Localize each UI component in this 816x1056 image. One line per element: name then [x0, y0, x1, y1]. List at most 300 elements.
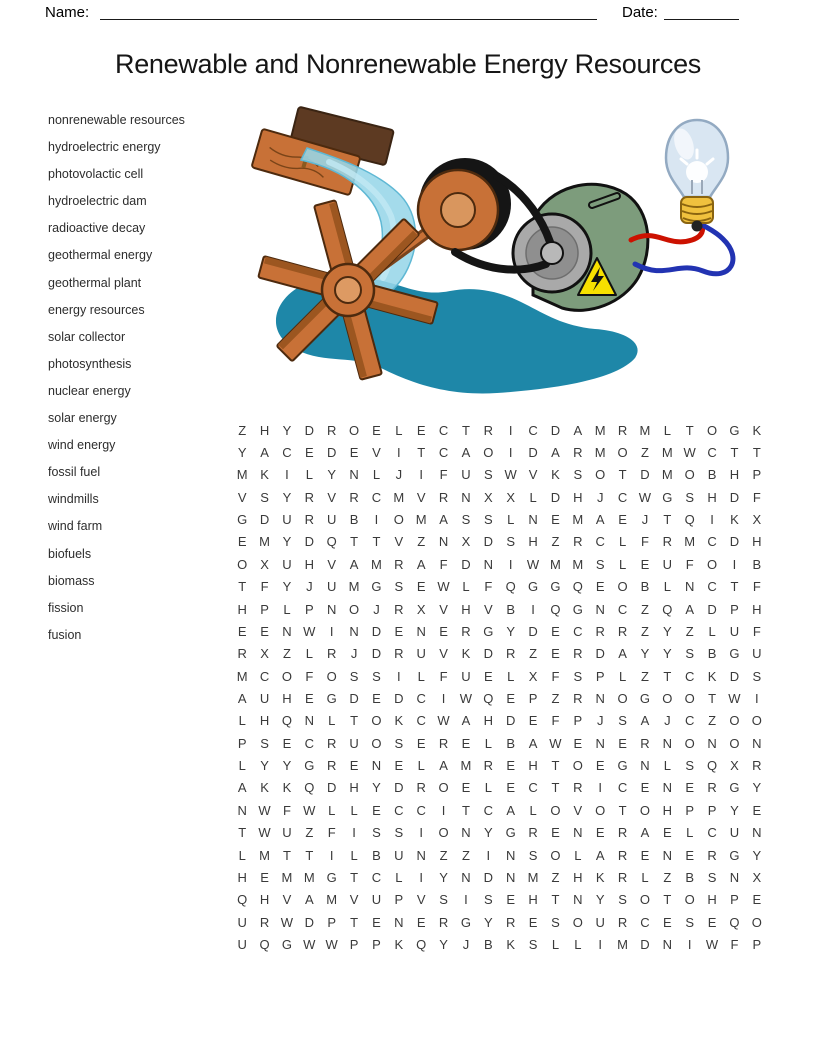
grid-letter[interactable]: W: [728, 690, 741, 706]
grid-letter[interactable]: P: [327, 914, 337, 930]
grid-letter[interactable]: K: [752, 422, 762, 438]
grid-letter[interactable]: R: [237, 646, 247, 662]
grid-letter[interactable]: W: [325, 936, 338, 952]
grid-letter[interactable]: R: [617, 422, 628, 438]
grid-letter[interactable]: U: [729, 825, 740, 841]
grid-letter[interactable]: F: [730, 936, 739, 952]
grid-letter[interactable]: U: [326, 512, 337, 528]
grid-letter[interactable]: N: [707, 735, 717, 751]
grid-letter[interactable]: X: [416, 601, 426, 617]
grid-letter[interactable]: X: [752, 869, 762, 885]
grid-letter[interactable]: T: [461, 802, 470, 818]
date-input-line[interactable]: [664, 2, 739, 20]
grid-letter[interactable]: N: [729, 869, 740, 885]
grid-letter[interactable]: O: [349, 601, 360, 617]
grid-letter[interactable]: U: [259, 690, 270, 706]
grid-letter[interactable]: X: [506, 489, 516, 505]
grid-letter[interactable]: L: [305, 467, 313, 483]
grid-letter[interactable]: H: [259, 892, 270, 908]
grid-letter[interactable]: G: [483, 623, 494, 639]
grid-letter[interactable]: Y: [483, 825, 493, 841]
grid-letter[interactable]: R: [483, 758, 493, 774]
grid-letter[interactable]: N: [640, 758, 650, 774]
grid-letter[interactable]: D: [528, 445, 538, 461]
grid-letter[interactable]: L: [618, 534, 627, 550]
grid-letter[interactable]: S: [483, 467, 493, 483]
grid-letter[interactable]: H: [662, 802, 672, 818]
grid-letter[interactable]: H: [707, 892, 717, 908]
grid-letter[interactable]: T: [618, 467, 627, 483]
grid-letter[interactable]: K: [282, 780, 292, 796]
grid-letter[interactable]: C: [640, 914, 650, 930]
grid-letter[interactable]: R: [349, 489, 359, 505]
grid-letter[interactable]: O: [550, 847, 561, 863]
grid-letter[interactable]: T: [305, 847, 314, 863]
grid-letter[interactable]: M: [236, 668, 248, 684]
grid-letter[interactable]: S: [260, 489, 269, 505]
grid-letter[interactable]: O: [572, 758, 583, 774]
grid-letter[interactable]: C: [684, 668, 695, 684]
grid-letter[interactable]: F: [305, 668, 314, 684]
grid-letter[interactable]: E: [416, 735, 426, 751]
grid-letter[interactable]: Z: [529, 646, 538, 662]
grid-letter[interactable]: D: [326, 780, 337, 796]
grid-letter[interactable]: I: [464, 892, 468, 908]
grid-letter[interactable]: M: [639, 422, 651, 438]
grid-letter[interactable]: K: [551, 467, 560, 483]
grid-letter[interactable]: X: [260, 646, 269, 662]
grid-letter[interactable]: A: [439, 512, 448, 528]
grid-letter[interactable]: R: [438, 914, 449, 930]
grid-letter[interactable]: F: [551, 668, 560, 684]
grid-letter[interactable]: L: [238, 713, 246, 729]
grid-letter[interactable]: D: [394, 690, 404, 706]
grid-letter[interactable]: P: [707, 802, 717, 818]
grid-letter[interactable]: O: [639, 802, 650, 818]
grid-letter[interactable]: O: [281, 668, 292, 684]
grid-letter[interactable]: E: [662, 914, 672, 930]
grid-letter[interactable]: G: [729, 847, 740, 863]
grid-letter[interactable]: G: [505, 825, 516, 841]
grid-letter[interactable]: Y: [640, 646, 650, 662]
grid-letter[interactable]: U: [282, 556, 292, 572]
grid-letter[interactable]: V: [483, 601, 493, 617]
grid-letter[interactable]: Q: [259, 936, 270, 952]
grid-letter[interactable]: R: [438, 735, 449, 751]
grid-letter[interactable]: Q: [326, 534, 337, 550]
grid-letter[interactable]: L: [350, 802, 358, 818]
grid-letter[interactable]: D: [259, 512, 270, 528]
grid-letter[interactable]: R: [573, 690, 583, 706]
grid-letter[interactable]: M: [527, 869, 539, 885]
grid-letter[interactable]: A: [685, 601, 695, 617]
grid-letter[interactable]: H: [461, 601, 471, 617]
grid-letter[interactable]: S: [685, 914, 695, 930]
grid-letter[interactable]: M: [617, 936, 628, 952]
grid-letter[interactable]: H: [483, 713, 493, 729]
grid-letter[interactable]: X: [752, 512, 762, 528]
grid-letter[interactable]: C: [416, 713, 426, 729]
grid-letter[interactable]: N: [438, 534, 449, 550]
grid-letter[interactable]: I: [285, 467, 289, 483]
grid-letter[interactable]: M: [371, 556, 382, 572]
grid-letter[interactable]: Y: [662, 623, 672, 639]
grid-letter[interactable]: P: [349, 936, 359, 952]
grid-letter[interactable]: T: [417, 445, 426, 461]
grid-letter[interactable]: H: [752, 534, 762, 550]
grid-letter[interactable]: Z: [663, 869, 672, 885]
grid-letter[interactable]: R: [617, 914, 628, 930]
grid-letter[interactable]: M: [393, 489, 405, 505]
grid-letter[interactable]: C: [371, 489, 382, 505]
grid-letter[interactable]: A: [237, 780, 247, 796]
grid-letter[interactable]: K: [394, 713, 404, 729]
grid-letter[interactable]: N: [349, 623, 359, 639]
grid-letter[interactable]: Q: [550, 601, 561, 617]
grid-letter[interactable]: B: [752, 556, 762, 572]
grid-letter[interactable]: U: [282, 825, 292, 841]
grid-letter[interactable]: M: [259, 847, 270, 863]
grid-letter[interactable]: O: [438, 780, 449, 796]
grid-letter[interactable]: F: [551, 713, 560, 729]
grid-letter[interactable]: E: [752, 802, 762, 818]
grid-letter[interactable]: J: [395, 467, 403, 483]
grid-letter[interactable]: U: [237, 936, 247, 952]
grid-letter[interactable]: F: [327, 825, 336, 841]
grid-letter[interactable]: N: [662, 735, 672, 751]
grid-letter[interactable]: C: [259, 668, 270, 684]
grid-letter[interactable]: Z: [551, 690, 560, 706]
grid-letter[interactable]: D: [528, 623, 538, 639]
grid-letter[interactable]: H: [237, 601, 247, 617]
grid-letter[interactable]: U: [237, 914, 247, 930]
grid-letter[interactable]: S: [483, 512, 493, 528]
grid-letter[interactable]: K: [595, 869, 605, 885]
grid-letter[interactable]: E: [752, 892, 762, 908]
name-input-line[interactable]: [100, 2, 597, 20]
grid-letter[interactable]: B: [372, 847, 381, 863]
grid-letter[interactable]: R: [573, 445, 583, 461]
grid-letter[interactable]: Z: [640, 623, 649, 639]
grid-letter[interactable]: E: [349, 445, 359, 461]
grid-letter[interactable]: I: [508, 445, 513, 461]
grid-letter[interactable]: V: [394, 534, 404, 550]
grid-letter[interactable]: P: [730, 892, 739, 908]
grid-letter[interactable]: R: [461, 623, 471, 639]
grid-letter[interactable]: D: [326, 445, 337, 461]
grid-letter[interactable]: L: [663, 758, 671, 774]
grid-letter[interactable]: R: [326, 646, 337, 662]
grid-letter[interactable]: T: [372, 534, 381, 550]
grid-letter[interactable]: G: [662, 489, 673, 505]
grid-letter[interactable]: M: [281, 869, 293, 885]
grid-letter[interactable]: N: [483, 556, 493, 572]
grid-letter[interactable]: O: [684, 467, 695, 483]
grid-letter[interactable]: W: [705, 936, 719, 952]
grid-letter[interactable]: S: [372, 668, 381, 684]
grid-letter[interactable]: V: [372, 445, 381, 461]
grid-letter[interactable]: R: [662, 534, 672, 550]
grid-letter[interactable]: C: [707, 579, 717, 595]
grid-letter[interactable]: Y: [282, 758, 292, 774]
grid-letter[interactable]: D: [461, 556, 471, 572]
grid-letter[interactable]: R: [752, 758, 762, 774]
grid-letter[interactable]: E: [595, 579, 605, 595]
grid-letter[interactable]: I: [441, 802, 446, 818]
grid-letter[interactable]: O: [371, 713, 382, 729]
grid-letter[interactable]: L: [372, 467, 381, 483]
grid-letter[interactable]: X: [730, 758, 739, 774]
grid-letter[interactable]: D: [550, 489, 561, 505]
grid-letter[interactable]: I: [598, 780, 602, 796]
grid-letter[interactable]: A: [260, 445, 269, 461]
grid-letter[interactable]: R: [394, 601, 404, 617]
grid-letter[interactable]: M: [594, 422, 606, 438]
grid-letter[interactable]: X: [260, 556, 269, 572]
grid-letter[interactable]: W: [504, 467, 517, 483]
grid-letter[interactable]: M: [550, 556, 561, 572]
grid-letter[interactable]: R: [640, 735, 650, 751]
grid-letter[interactable]: T: [461, 422, 470, 438]
grid-letter[interactable]: H: [259, 713, 270, 729]
grid-letter[interactable]: P: [260, 601, 269, 617]
grid-letter[interactable]: B: [483, 936, 493, 952]
grid-letter[interactable]: U: [394, 847, 404, 863]
grid-letter[interactable]: T: [663, 892, 672, 908]
grid-letter[interactable]: D: [371, 646, 382, 662]
grid-letter[interactable]: O: [707, 556, 718, 572]
grid-letter[interactable]: E: [528, 914, 538, 930]
grid-letter[interactable]: Y: [282, 489, 292, 505]
grid-letter[interactable]: O: [595, 802, 606, 818]
grid-letter[interactable]: S: [685, 758, 695, 774]
grid-letter[interactable]: E: [416, 914, 426, 930]
grid-letter[interactable]: A: [461, 445, 471, 461]
grid-letter[interactable]: V: [237, 489, 247, 505]
grid-letter[interactable]: S: [528, 847, 538, 863]
grid-letter[interactable]: S: [506, 534, 516, 550]
grid-letter[interactable]: S: [573, 467, 583, 483]
grid-letter[interactable]: E: [551, 825, 560, 841]
grid-letter[interactable]: N: [662, 847, 672, 863]
grid-letter[interactable]: U: [595, 914, 605, 930]
grid-letter[interactable]: L: [618, 556, 627, 572]
grid-letter[interactable]: R: [483, 422, 493, 438]
grid-letter[interactable]: H: [282, 690, 292, 706]
grid-letter[interactable]: R: [505, 646, 516, 662]
grid-letter[interactable]: Z: [708, 713, 717, 729]
grid-letter[interactable]: C: [438, 422, 449, 438]
grid-letter[interactable]: O: [617, 445, 628, 461]
grid-letter[interactable]: C: [438, 445, 449, 461]
grid-letter[interactable]: T: [350, 914, 359, 930]
grid-letter[interactable]: E: [506, 892, 516, 908]
grid-letter[interactable]: P: [752, 936, 762, 952]
grid-letter[interactable]: L: [641, 869, 649, 885]
grid-letter[interactable]: S: [349, 668, 359, 684]
grid-letter[interactable]: L: [574, 847, 582, 863]
grid-letter[interactable]: C: [573, 623, 583, 639]
grid-letter[interactable]: T: [350, 713, 359, 729]
grid-letter[interactable]: D: [640, 936, 650, 952]
grid-letter[interactable]: C: [595, 534, 605, 550]
grid-letter[interactable]: S: [573, 668, 583, 684]
grid-letter[interactable]: B: [640, 579, 650, 595]
grid-letter[interactable]: N: [573, 825, 583, 841]
grid-letter[interactable]: I: [397, 668, 401, 684]
grid-letter[interactable]: L: [417, 758, 425, 774]
grid-letter[interactable]: R: [259, 914, 270, 930]
grid-letter[interactable]: D: [550, 422, 561, 438]
grid-letter[interactable]: E: [461, 780, 471, 796]
grid-letter[interactable]: O: [237, 556, 248, 572]
grid-letter[interactable]: C: [707, 825, 717, 841]
grid-letter[interactable]: R: [707, 780, 717, 796]
grid-letter[interactable]: C: [528, 422, 538, 438]
grid-letter[interactable]: I: [352, 825, 356, 841]
grid-letter[interactable]: H: [573, 869, 583, 885]
grid-letter[interactable]: S: [685, 646, 695, 662]
grid-letter[interactable]: L: [529, 802, 537, 818]
grid-letter[interactable]: I: [531, 601, 535, 617]
grid-letter[interactable]: E: [573, 735, 583, 751]
grid-letter[interactable]: O: [684, 735, 695, 751]
grid-letter[interactable]: F: [752, 489, 761, 505]
grid-letter[interactable]: R: [617, 869, 628, 885]
grid-letter[interactable]: U: [349, 735, 359, 751]
grid-letter[interactable]: B: [707, 467, 717, 483]
grid-letter[interactable]: S: [528, 936, 538, 952]
grid-letter[interactable]: T: [663, 668, 672, 684]
grid-letter[interactable]: K: [260, 467, 269, 483]
grid-letter[interactable]: N: [662, 780, 672, 796]
grid-letter[interactable]: Y: [372, 780, 381, 796]
grid-letter[interactable]: P: [573, 713, 583, 729]
grid-letter[interactable]: V: [528, 467, 538, 483]
grid-letter[interactable]: J: [373, 601, 380, 617]
grid-letter[interactable]: H: [528, 534, 538, 550]
grid-letter[interactable]: T: [685, 422, 694, 438]
grid-letter[interactable]: T: [238, 825, 247, 841]
grid-letter[interactable]: O: [617, 579, 628, 595]
grid-letter[interactable]: Y: [662, 646, 672, 662]
grid-letter[interactable]: Z: [551, 869, 560, 885]
grid-letter[interactable]: G: [281, 936, 292, 952]
grid-letter[interactable]: O: [483, 445, 494, 461]
grid-letter[interactable]: F: [752, 623, 761, 639]
grid-letter[interactable]: A: [595, 847, 605, 863]
grid-letter[interactable]: D: [640, 467, 650, 483]
grid-letter[interactable]: W: [683, 445, 696, 461]
grid-letter[interactable]: W: [526, 556, 540, 572]
grid-letter[interactable]: H: [707, 489, 717, 505]
grid-letter[interactable]: Q: [304, 780, 315, 796]
grid-letter[interactable]: R: [573, 534, 583, 550]
grid-letter[interactable]: B: [685, 869, 695, 885]
grid-letter[interactable]: M: [348, 579, 360, 595]
grid-letter[interactable]: L: [618, 668, 627, 684]
grid-letter[interactable]: O: [326, 668, 337, 684]
grid-letter[interactable]: L: [574, 936, 582, 952]
grid-letter[interactable]: I: [374, 512, 379, 528]
grid-letter[interactable]: Y: [439, 869, 448, 885]
grid-letter[interactable]: H: [729, 467, 740, 483]
grid-letter[interactable]: C: [304, 735, 314, 751]
grid-letter[interactable]: L: [417, 668, 425, 684]
grid-letter[interactable]: N: [595, 690, 605, 706]
grid-letter[interactable]: F: [484, 579, 493, 595]
grid-letter[interactable]: D: [483, 646, 493, 662]
grid-letter[interactable]: N: [461, 825, 471, 841]
grid-letter[interactable]: J: [462, 936, 470, 952]
grid-letter[interactable]: L: [507, 512, 515, 528]
grid-letter[interactable]: W: [638, 489, 652, 505]
grid-letter[interactable]: H: [528, 892, 538, 908]
grid-letter[interactable]: N: [416, 623, 426, 639]
grid-letter[interactable]: T: [551, 780, 560, 796]
grid-letter[interactable]: F: [260, 579, 269, 595]
grid-letter[interactable]: I: [508, 556, 513, 572]
grid-letter[interactable]: T: [350, 869, 359, 885]
grid-letter[interactable]: N: [371, 758, 382, 774]
grid-letter[interactable]: C: [707, 534, 717, 550]
grid-letter[interactable]: L: [551, 936, 560, 952]
grid-letter[interactable]: I: [755, 690, 759, 706]
grid-letter[interactable]: E: [260, 869, 269, 885]
grid-letter[interactable]: I: [732, 556, 737, 572]
grid-letter[interactable]: T: [663, 512, 672, 528]
grid-letter[interactable]: E: [618, 512, 627, 528]
grid-letter[interactable]: U: [461, 668, 471, 684]
grid-letter[interactable]: T: [551, 892, 560, 908]
grid-letter[interactable]: R: [326, 422, 337, 438]
grid-letter[interactable]: Z: [551, 534, 560, 550]
grid-letter[interactable]: M: [415, 512, 427, 528]
grid-letter[interactable]: A: [416, 556, 426, 572]
grid-letter[interactable]: S: [483, 892, 493, 908]
grid-letter[interactable]: S: [707, 869, 717, 885]
grid-letter[interactable]: K: [461, 646, 471, 662]
grid-letter[interactable]: E: [685, 847, 695, 863]
grid-letter[interactable]: I: [419, 825, 423, 841]
grid-letter[interactable]: Y: [730, 802, 739, 818]
grid-letter[interactable]: C: [416, 802, 426, 818]
grid-letter[interactable]: A: [640, 713, 650, 729]
grid-letter[interactable]: N: [282, 623, 292, 639]
grid-letter[interactable]: T: [752, 445, 761, 461]
grid-letter[interactable]: R: [617, 623, 628, 639]
grid-letter[interactable]: Y: [282, 579, 292, 595]
grid-letter[interactable]: I: [419, 467, 423, 483]
grid-letter[interactable]: X: [483, 489, 493, 505]
grid-letter[interactable]: N: [304, 713, 314, 729]
grid-letter[interactable]: G: [460, 914, 471, 930]
grid-letter[interactable]: G: [729, 646, 740, 662]
grid-letter[interactable]: S: [752, 668, 762, 684]
grid-letter[interactable]: O: [617, 690, 628, 706]
grid-letter[interactable]: I: [598, 936, 602, 952]
grid-letter[interactable]: U: [371, 892, 382, 908]
grid-letter[interactable]: F: [439, 556, 448, 572]
grid-letter[interactable]: Q: [281, 713, 292, 729]
grid-letter[interactable]: P: [752, 467, 762, 483]
grid-letter[interactable]: D: [394, 780, 404, 796]
grid-letter[interactable]: V: [349, 892, 359, 908]
grid-letter[interactable]: L: [283, 601, 291, 617]
grid-letter[interactable]: S: [394, 735, 404, 751]
grid-letter[interactable]: E: [304, 445, 314, 461]
grid-letter[interactable]: P: [237, 735, 247, 751]
